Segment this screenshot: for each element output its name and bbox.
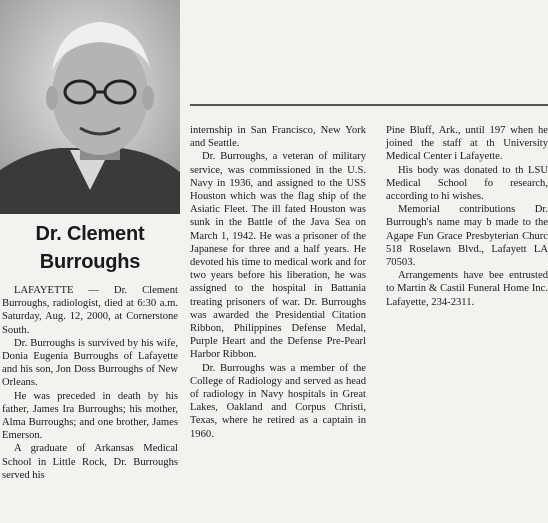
paragraph: His body was donated to th LSU Medical School fo research, according to hi wishes.: [386, 164, 548, 203]
paragraph: Arrangements have bee entrusted to Martin & Castil Funeral Home Inc. Lafayette, 234-2311.: [386, 270, 548, 308]
paragraph: LAFAYETTE — Dr. Clement Burroughs, radiologist, died at 6:30 a.m. Saturday, Aug. 12, 2000, at Cornerstone South.: [2, 285, 178, 336]
article-column-2: [190, 124, 366, 441]
paragraph: internship in San Francisco, New York and Seattle.: [190, 125, 366, 150]
column-rule: [190, 104, 548, 106]
name-line-2: Burroughs: [39, 251, 141, 273]
paragraph: A graduate of Arkansas Medical School in Little Rock, Dr. Burroughs served his: [2, 443, 178, 481]
article-column-3: [386, 124, 548, 309]
paragraph: Dr. Burroughs was a member of the College of Radiology and served as head of radiology in Navy hospitals in Great Lakes, Oakland and Corpus Christi, Texas, where he retired as a captain in 1960.: [190, 362, 366, 440]
paragraph: Dr. Burroughs is survived by his wife, Donia Eugenia Burroughs of Lafayette and his son, Jon Doss Burroughs of New Orleans.: [2, 337, 178, 389]
name-line-1: Dr. Clement: [35, 223, 145, 245]
portrait-photo: [0, 0, 180, 214]
paragraph: Pine Bluff, Ark., until 197 when he joined the staff at th University Medical Center i Lafayette.: [386, 125, 548, 163]
article-column-1: [2, 284, 178, 482]
paragraph: He was preceded in death by his father, James Ira Burroughs; his mother, Alma Burroughs; and one brother, James Emerson.: [2, 390, 178, 442]
paragraph: Memorial contributions Dr. Burrough's name may b made to the Agape Fun Grace Presbyterian Churc 518 Roselawn Blvd., Lafayett LA 70503.: [386, 204, 548, 269]
obituary-name: [0, 220, 180, 276]
paragraph: Dr. Burroughs, a veteran of military service, was commissioned in the U.S. Navy in 1936, and assigned to the USS Houston which was the flag ship of the Asiatic Fleet. The ill fated Houston was sunk in the Battle of the Java Sea on March 1, 1942. He was a prisoner of the Japanese for three and a half years. He devoted his time to medical work and for two years before his liberation, he was assigned to the hospital in Battania treating prisoners of war. Dr. Burroughs was awarded the Presidential Citation Ribbon, Philippines Defense Medal, Purple Heart and the Defense Pre-Pearl Harbor Ribbon.: [190, 151, 366, 361]
